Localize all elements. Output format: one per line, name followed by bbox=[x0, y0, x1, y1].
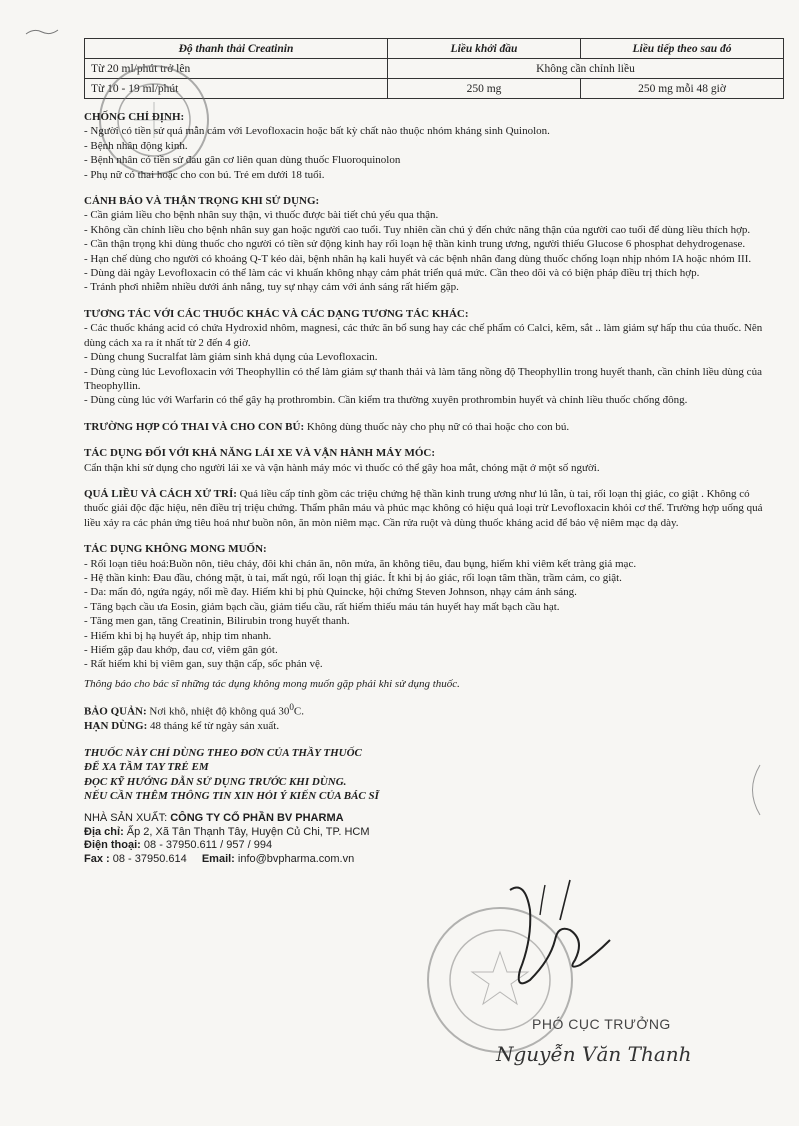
list-item: - Hạn chế dùng cho người có khoảng Q-T kéo dài, bệnh nhân hạ kali huyết và các bệnh nhân đang dùng thuốc chống loạn nhịp nhóm IA hoặc nhóm III. bbox=[84, 252, 752, 265]
list-item: - Hiếm khi bị hạ huyết áp, nhịp tim nhanh. bbox=[84, 629, 272, 642]
list-item: - Rất hiếm khi bị viêm gan, suy thận cấp, sốc phản vệ. bbox=[84, 658, 323, 671]
section-text: Cẩn thận khi sử dụng cho người lái xe và vận hành máy móc vì thuốc có thể gây hoa mắt, chóng mặt ở một số người. bbox=[84, 461, 600, 474]
notices-section bbox=[84, 746, 774, 804]
overdose-section bbox=[84, 487, 774, 530]
fax-label: Fax : bbox=[84, 852, 110, 865]
manufacturer-section bbox=[84, 812, 774, 866]
section-heading: HẠN DÙNG: bbox=[84, 720, 148, 733]
side-effects-note: Thông báo cho bác sĩ những tác dụng không mong muốn gặp phải khi sử dụng thuốc. bbox=[84, 677, 460, 690]
section-heading: TÁC DỤNG ĐỐI VỚI KHẢ NĂNG LÁI XE VÀ VẬN HÀNH MÁY MÓC: bbox=[84, 447, 435, 460]
section-text: Nơi khô, nhiệt độ không quá 30 bbox=[146, 705, 290, 718]
section-heading: BẢO QUẢN: bbox=[84, 705, 147, 718]
address-value: Ấp 2, Xã Tân Thạnh Tây, Huyện Củ Chi, TP. HCM bbox=[123, 825, 370, 838]
signer-title: PHÓ CỤC TRƯỞNG bbox=[532, 1016, 671, 1032]
table-cell: 250 mg bbox=[388, 79, 581, 99]
list-item: - Người có tiền sử quá mẫn cảm với Levofloxacin hoặc bất kỳ chất nào thuộc nhóm kháng sinh Quinolon. bbox=[84, 125, 550, 138]
section-heading: TÁC DỤNG KHÔNG MONG MUỐN: bbox=[84, 543, 267, 556]
section-text: Quá liều cấp tính gồm các triệu chứng hệ thần kinh trung ương như lú lẫn, ù tai, rối loạn thị giác, co giật . Không có thuốc giải độc đặc hiệu, nên điều trị triệu chứng. Thẩm phân máu và phúc mạc không có hiệu quả loại trừ Levofloxacin khỏi cơ thể. Trường hợp uống quá liều xảy ra các phản ứng tiêu hoá như buồn nôn, ăn mòn niêm mạc. Cần rửa ruột và dùng thuốc kháng acid để bảo vệ niêm mạc dạ dày. bbox=[84, 487, 763, 529]
manufacturer-name: CÔNG TY CỔ PHẦN BV PHARMA bbox=[170, 812, 344, 825]
list-item: - Phụ nữ có thai hoặc cho con bú. Trẻ em dưới 18 tuổi. bbox=[84, 168, 325, 181]
section-heading: CHỐNG CHỈ ĐỊNH: bbox=[84, 111, 185, 123]
table-header: Liều khởi đầu bbox=[388, 39, 581, 59]
list-item: - Dùng cùng lúc với Warfarin có thể gây hạ prothrombin. Cần kiểm tra thường xuyên prothrombin huyết và chỉnh liều thuốc chống đông. bbox=[84, 394, 688, 407]
list-item: - Dùng chung Sucralfat làm giảm sinh khả dụng của Levofloxacin. bbox=[84, 351, 378, 364]
list-item: - Hệ thần kinh: Đau đầu, chóng mặt, ù tai, mất ngủ, rối loạn thị giác. Ít khi bị ảo giác, rối loạn tâm thần, trầm cảm, co giật. bbox=[84, 571, 622, 584]
list-item: - Hiếm gặp đau khớp, đau cơ, viêm gân gót. bbox=[84, 644, 278, 656]
email-value: info@bvpharma.com.vn bbox=[234, 852, 355, 865]
notice-line: NẾU CẦN THÊM THÔNG TIN XIN HỎI Ý KIẾN CỦA BÁC SĨ bbox=[84, 789, 379, 802]
table-header-row bbox=[85, 39, 784, 59]
email-label: Email: bbox=[201, 852, 235, 865]
driving-section bbox=[84, 446, 774, 475]
table-cell: Không cần chỉnh liều bbox=[388, 59, 784, 79]
signer-name: Nguyễn Văn Thanh bbox=[496, 1042, 692, 1066]
section-heading: TƯƠNG TÁC VỚI CÁC THUỐC KHÁC VÀ CÁC DẠNG TƯƠNG TÁC KHÁC: bbox=[84, 307, 469, 320]
section-text: Không dùng thuốc này cho phụ nữ có thai hoặc cho con bú. bbox=[304, 420, 570, 433]
list-item: - Dùng dài ngày Levofloxacin có thể làm các vi khuẩn không nhạy cảm phát triển quá mức. Cần theo dõi và có biện pháp điều trị thích hợp. bbox=[84, 267, 700, 280]
list-item: - Bệnh nhân có tiền sử đau gân cơ liên quan dùng thuốc Fluoroquinolon bbox=[84, 154, 401, 167]
pregnancy-section bbox=[84, 420, 774, 434]
table-header: Liều tiếp theo sau đó bbox=[581, 39, 784, 59]
list-item: - Tránh phơi nhiễm nhiều dưới ánh nắng, tuy sự nhạy cảm với ánh sáng rất hiếm gặp. bbox=[84, 281, 459, 294]
fax-value: 08 - 37950.614 bbox=[109, 852, 187, 865]
notice-line: THUỐC NÀY CHỈ DÙNG THEO ĐƠN CỦA THẦY THUỐC bbox=[84, 746, 362, 759]
list-item: - Tăng men gan, tăng Creatinin, Bilirubin trong huyết thanh. bbox=[84, 615, 350, 628]
interactions-section bbox=[84, 307, 774, 408]
side-effects-section bbox=[84, 542, 774, 691]
notice-line: ĐỂ XA TẦM TAY TRẺ EM bbox=[84, 761, 209, 774]
section-heading: QUÁ LIỀU VÀ CÁCH XỬ TRÍ: bbox=[84, 487, 237, 500]
list-item: - Các thuốc kháng acid có chứa Hydroxid nhôm, magnesi, các thức ăn bổ sung hay các chế phẩm có Calci, kẽm, sắt .. làm giảm sự hấp thu của thuốc. Nên dùng cách xa ra ít nhất từ 2 đến 4 giờ. bbox=[84, 322, 763, 349]
table-cell: 250 mg mỗi 48 giờ bbox=[581, 79, 784, 99]
list-item: - Dùng cùng lúc Levofloxacin với Theophyllin có thể làm giảm sự thanh thải và làm tăng nồng độ Theophyllin trong huyết thanh, cần chỉnh liều dùng của Theophyllin. bbox=[84, 365, 762, 392]
list-item: - Cần thận trọng khi dùng thuốc cho người có tiền sử động kinh hay rối loạn hệ thần kinh trung ương, người thiếu Glucose 6 phosphat dehydrogenase. bbox=[84, 238, 746, 251]
contraindications-section bbox=[84, 110, 774, 182]
table-header: Độ thanh thải Creatinin bbox=[85, 39, 388, 59]
storage-section bbox=[84, 700, 774, 719]
document-body bbox=[84, 110, 774, 866]
degree-superscript: 0 bbox=[289, 702, 294, 713]
temperature-unit: C. bbox=[293, 705, 305, 718]
list-item: - Da: mẩn đỏ, ngứa ngáy, nổi mề đay. Hiếm khi bị phù Quincke, hội chứng Steven Johnson, nhạy cảm ánh sáng. bbox=[84, 586, 577, 599]
list-item: - Bệnh nhân động kinh. bbox=[84, 139, 188, 152]
phone-value: 08 - 37950.611 / 957 / 994 bbox=[140, 839, 273, 852]
manufacturer-label: NHÀ SẢN XUẤT: bbox=[84, 812, 171, 825]
table-cell: Từ 10 - 19 ml/phút bbox=[85, 79, 388, 99]
corner-scribble-mark bbox=[24, 22, 64, 42]
list-item: - Rối loạn tiêu hoá:Buồn nôn, tiêu chảy, đôi khi chán ăn, nôn mửa, ăn không tiêu, đau bụng, hiếm khi viêm kết tràng giả mạc. bbox=[84, 557, 637, 570]
list-item: - Không cần chỉnh liều cho bệnh nhân suy gan hoặc người cao tuổi. Tuy nhiên cần chú ý đến chức năng thận của người cao tuổi để dùng liều thích hợp. bbox=[84, 223, 751, 236]
expiry-section bbox=[84, 719, 774, 733]
phone-label: Điện thoại: bbox=[84, 839, 141, 852]
list-item: - Tăng bạch cầu ưa Eosin, giảm bạch cầu, giảm tiểu cầu, rất hiếm thiếu máu tán huyết hay mất bạch cầu hạt. bbox=[84, 600, 560, 613]
list-item: - Cần giảm liều cho bệnh nhân suy thận, vì thuốc được bài tiết chủ yếu qua thận. bbox=[84, 209, 439, 222]
warnings-section bbox=[84, 194, 774, 295]
section-text: 48 tháng kể từ ngày sản xuất. bbox=[147, 720, 280, 733]
section-heading: CẢNH BÁO VÀ THẬN TRỌNG KHI SỬ DỤNG: bbox=[84, 195, 320, 208]
notice-line: ĐỌC KỸ HƯỚNG DẪN SỬ DỤNG TRƯỚC KHI DÙNG. bbox=[84, 775, 347, 788]
address-label: Địa chỉ: bbox=[84, 825, 124, 838]
edge-stamp-fragment bbox=[735, 760, 765, 820]
table-cell: Từ 20 ml/phút trở lên bbox=[85, 59, 388, 79]
section-heading: TRƯỜNG HỢP CÓ THAI VÀ CHO CON BÚ: bbox=[84, 420, 305, 433]
handwritten-signature-icon bbox=[470, 870, 620, 1000]
